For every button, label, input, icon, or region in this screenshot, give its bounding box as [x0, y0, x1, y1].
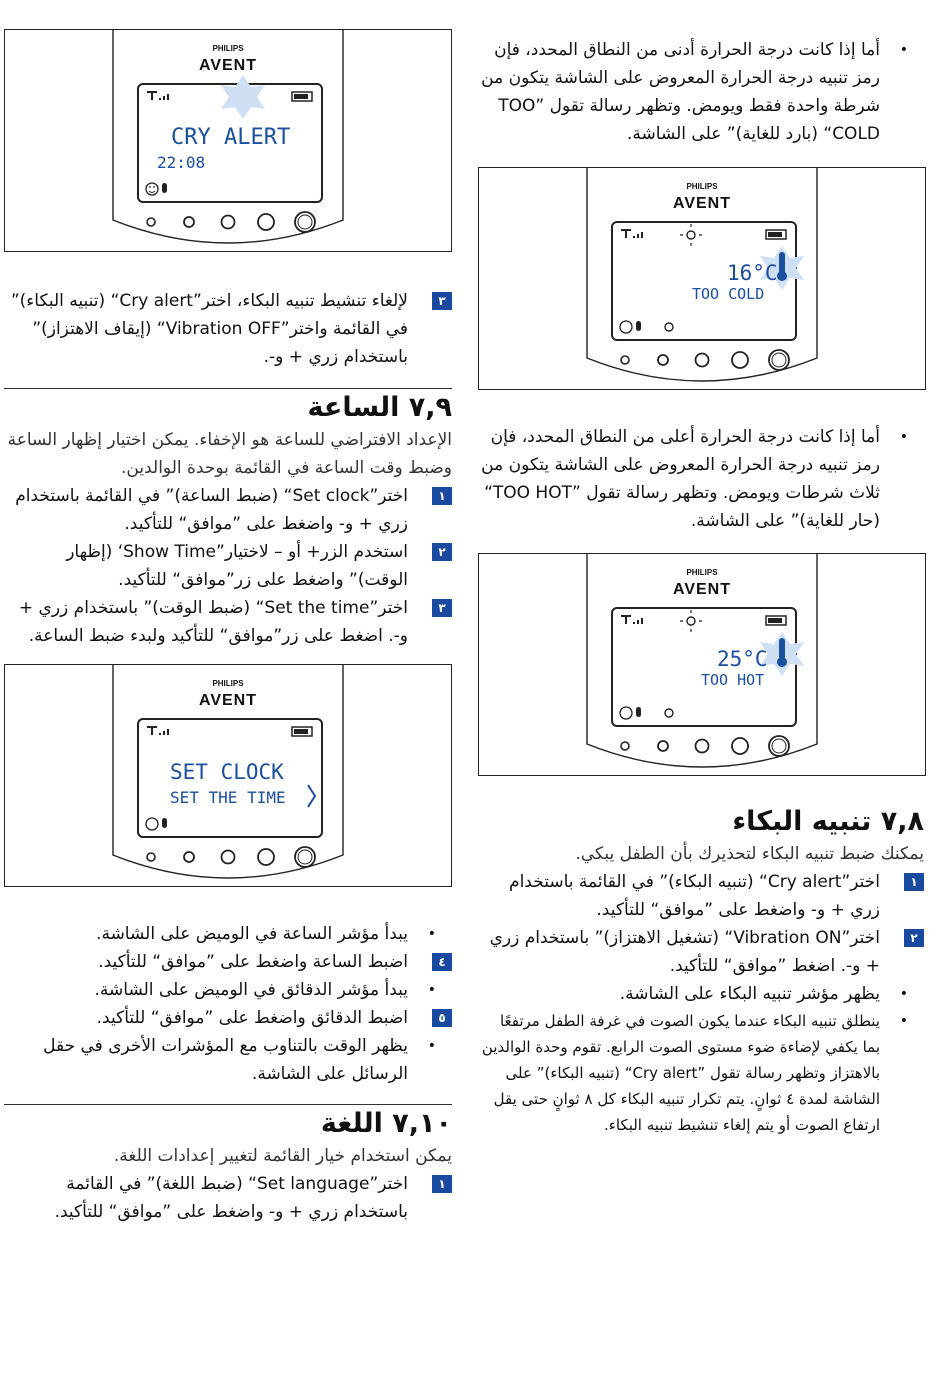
step-text: اختر”Set the time“ (ضبط الوقت)” باستخدام زري + و-. اضغط على زر”موافق“ للتأكيد ولبدء ضبط الساعة. [18, 598, 408, 646]
section-heading-cry-alert: ٧,٨ تنبيه البكاء [732, 806, 924, 837]
step-text: لإلغاء تنشيط تنبيه البكاء، اختر”Cry alert“ (تنبيه البكاء)” في القائمة واختر”Vibration OFF“ (إيقاف الاهتزاز)” باستخدام زري + و-. [10, 291, 408, 367]
divider [4, 1104, 452, 1105]
svg-text:PHILIPS: PHILIPS [212, 679, 244, 688]
step-text: اختر”Set clock“ (ضبط الساعة)” في القائمة باستخدام زري + و- واضغط على ”موافق“ للتأكيد. [15, 486, 408, 534]
section-cry-alert [478, 804, 924, 1138]
button-1 [147, 218, 155, 226]
button-3 [222, 216, 235, 229]
figure-too-cold-display [478, 167, 926, 390]
step-text: اختر”Set language“ (ضبط اللغة)” في القائمة باستخدام زري + و- واضغط على ”موافق“ للتأكيد. [54, 1174, 408, 1222]
section-intro-language: يمكن استخدام خيار القائمة لتغيير إعدادات اللغة. [113, 1146, 452, 1166]
figure-cry-alert-display [4, 29, 452, 252]
svg-text:AVENT: AVENT [198, 692, 258, 709]
section-heading-language: ٧,١٠ اللغة [320, 1108, 452, 1139]
step-number: ٢ [432, 543, 452, 561]
too-hot-description [478, 423, 924, 535]
section-language [4, 1106, 452, 1226]
section-intro-cry-alert: يمكنك ضبط تنبيه البكاء لتحذيرك بأن الطفل يبكي. [575, 844, 924, 864]
bullet-item: • يظهر مؤشر تنبيه البكاء على الشاشة. [478, 980, 924, 1008]
bullet-item: • أما إذا كانت درجة الحرارة أعلى من النطاق المحدد، فإن رمز تنبيه درجة الحرارة المعروض على الشاشة يتكون من ثلاث شرطات ويومض. وتظهر رسالة تقول ”TOO HOT“ (حار للغاية)” على الشاشة. [478, 423, 924, 535]
brand-philips: PHILIPS [212, 44, 244, 53]
button-4 [258, 214, 274, 230]
step-text: اضبط الدقائق واضغط على ”موافق“ للتأكيد. [96, 1008, 408, 1028]
lcd-temperature: 16°C [727, 261, 778, 285]
step-number: ٣ [432, 599, 452, 617]
bullet-item: • يبدأ مؤشر الدقائق في الوميض على الشاشة. [4, 976, 452, 1004]
step-text: استخدم الزر+ أو – لاختيار”Show Time‘ (إظهار الوقت)” واضغط على زر”موافق“ للتأكيد. [66, 542, 408, 590]
lcd-line-set-clock: SET CLOCK [170, 760, 284, 784]
bullet-item: • ينطلق تنبيه البكاء عندما يكون الصوت في غرفة الطفل مرتفعًا بما يكفي لإضاءة ضوء مستوى الصوت الرابع. تقوم وحدة الوالدين بالاهتزاز وتظهر رسالة تقول ”Cry alert“ (تنبيه البكاء)” على الشاشة لمدة ٤ ثوانٍ. يتم تكرار تنبيه البكاء كل ٨ ثوانٍ حتى يقل ارتفاع الصوت أو يتم إلغاء تنشيط تنبيه البكاء. [478, 1008, 924, 1138]
divider [4, 388, 452, 389]
step-number: ١ [432, 1175, 452, 1193]
mic-icon [162, 818, 167, 828]
step-cry-alert-off [4, 287, 452, 371]
section-heading-clock: ٧,٩ الساعة [307, 392, 452, 423]
lcd-temperature: 25°C [717, 647, 768, 671]
step-text: اختر”Cry alert“ (تنبيه البكاء)” في القائمة باستخدام زري + و- واضغط على ”موافق“ للتأكيد. [509, 872, 880, 920]
step-number: ١ [904, 873, 924, 891]
section-intro-clock: الإعداد الافتراضي للساعة هو الإخفاء. يمكن اختيار إظهار الساعة وضبط وقت الساعة في القائمة بوحدة الوالدين. [7, 430, 452, 478]
step-number: ١ [432, 487, 452, 505]
svg-text:PHILIPS: PHILIPS [686, 182, 718, 191]
lcd-message: TOO HOT [701, 671, 765, 689]
step-number: ٥ [432, 1009, 452, 1027]
mic-icon [162, 183, 167, 193]
mic-icon [636, 707, 641, 717]
svg-text:AVENT: AVENT [672, 581, 732, 598]
mic-icon [636, 321, 641, 331]
step-number: ٣ [432, 292, 452, 310]
svg-text:PHILIPS: PHILIPS [686, 568, 718, 577]
bullet-item: • يظهر الوقت بالتناوب مع المؤشرات الأخرى في حقل الرسائل على الشاشة. [4, 1032, 452, 1088]
bullet-item: • أما إذا كانت درجة الحرارة أدنى من النطاق المحدد، فإن رمز تنبيه درجة الحرارة المعروض على الشاشة يتكون من شرطة واحدة فقط ويومض. وتظهر رسالة تقول ”TOO COLD“ (بارد للغاية)” على الشاشة. [478, 36, 924, 148]
brand-avent: AVENT [198, 57, 258, 74]
step-text: اضبط الساعة واضغط على ”موافق“ للتأكيد. [98, 952, 408, 972]
step-number: ٢ [904, 929, 924, 947]
svg-text:AVENT: AVENT [672, 195, 732, 212]
step-text: اختر”Vibration ON“ (تشغيل الاهتزاز)” باستخدام زري + و-. اضغط ”موافق“ للتأكيد. [489, 928, 880, 976]
bullet-item: • يبدأ مؤشر الساعة في الوميض على الشاشة. [4, 920, 452, 948]
clock-steps-continued [4, 920, 452, 1088]
figure-set-clock-display [4, 664, 452, 887]
lcd-line-time: 22:08 [157, 153, 206, 172]
button-2 [184, 217, 194, 227]
step-number: ٤ [432, 953, 452, 971]
lcd-message: TOO COLD [692, 285, 765, 303]
figure-too-hot-display [478, 553, 926, 776]
too-cold-description [478, 36, 924, 148]
lcd-line-set-time: SET THE TIME [170, 788, 286, 807]
section-clock [4, 390, 452, 650]
lcd-line-cry-alert: CRY ALERT [171, 125, 291, 150]
